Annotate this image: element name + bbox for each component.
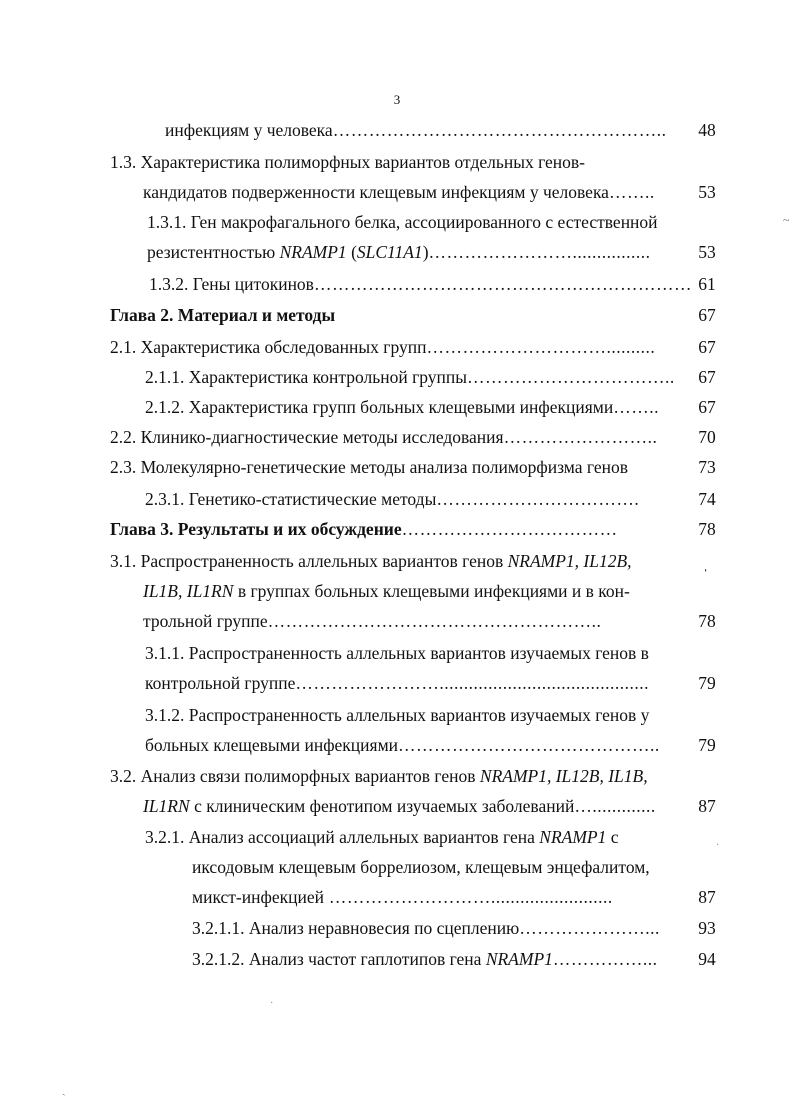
toc-chapter-3: Глава 3. Результаты и их обсуждение……………………………… <box>110 519 618 539</box>
toc-entry-2-2: 2.2. Клинико-диагностические методы исследования…………………….. <box>110 427 658 447</box>
gene-name: NRAMP1 <box>279 242 347 262</box>
toc-page-number: 73 <box>698 457 716 477</box>
toc-entry-2-3-1: 2.3.1. Генетико-статистические методы……………………………. <box>145 489 640 509</box>
toc-entry-3-2-1-1: 3.2.1.1. Анализ неравновесия по сцеплению…………………... <box>192 918 660 938</box>
toc-page-number: 79 <box>698 673 716 693</box>
toc-entry-1-3-1-cont: резистентностью NRAMP1 (SLC11A1)……………………................ <box>147 242 651 262</box>
toc-entry-text: 2.2. Клинико-диагностические методы исследования <box>110 427 504 447</box>
toc-entry-text: Глава 3. Результаты и их обсуждение <box>110 519 402 539</box>
toc-entry-text: инфекциям у человека <box>165 120 333 140</box>
toc-entry-3-1-1-cont: контрольной группе……………………........................................... <box>145 673 649 693</box>
toc-entry-3-1-cont2: трольной группе……………………………………………….. <box>143 611 602 631</box>
toc-entry-2-1-2: 2.1.2. Характеристика групп больных клещевыми инфекциями…….. <box>145 397 659 417</box>
toc-page-number: 78 <box>698 611 716 631</box>
toc-entry-text: 1.3.2. Гены цитокинов <box>149 274 314 294</box>
toc-entry-text: 2.3.1. Генетико-статистические методы <box>145 489 437 509</box>
gene-name: NRAMP1, IL12B, IL1B, <box>479 766 648 786</box>
toc-page-number: 67 <box>698 305 716 325</box>
toc-entry-1-3-2: 1.3.2. Гены цитокинов……………………………………………………… <box>149 274 692 294</box>
page-number: 3 <box>393 92 401 107</box>
toc-entry-text: больных клещевыми инфекциями <box>145 735 399 755</box>
toc-page-number: 93 <box>698 918 716 938</box>
scan-mark: ~ <box>783 213 790 227</box>
toc-entry-3-1: 3.1. Распространенность аллельных вариантов генов NRAMP1, IL12B, <box>110 551 632 571</box>
toc-entry-1-3: 1.3. Характеристика полиморфных вариантов отдельных генов- <box>110 152 585 172</box>
toc-page-number: 79 <box>698 735 716 755</box>
toc-entry-text: контрольной группе <box>145 673 296 693</box>
toc-entry-3-2-1-2: 3.2.1.2. Анализ частот гаплотипов гена NRAMP1……………... <box>192 949 658 969</box>
gene-name: IL1B, IL1RN <box>143 581 234 601</box>
scan-mark: · <box>716 840 720 851</box>
toc-entry-1-3-cont: кандидатов подверженности клещевым инфекциям у человека…….. <box>143 182 655 202</box>
toc-entry-2-1: 2.1. Характеристика обследованных групп………………………….......... <box>110 337 656 357</box>
toc-page-number: 53 <box>698 242 716 262</box>
scan-mark: · <box>270 998 274 1009</box>
toc-page-number: 70 <box>698 427 716 447</box>
toc-entry-text: кандидатов подверженности клещевым инфекциям у человека <box>143 182 609 202</box>
toc-entry-text: трольной группе <box>143 611 268 631</box>
toc-entry-2-3: 2.3. Молекулярно-генетические методы анализа полиморфизма генов <box>110 457 628 477</box>
toc-entry-3-2-1: 3.2.1. Анализ ассоциаций аллельных вариантов гена NRAMP1 с <box>145 827 619 847</box>
toc-entry-3-2-cont: IL1RN с клиническим фенотипом изучаемых заболеваний…............. <box>143 796 656 816</box>
toc-entry-text: 2.1. Характеристика обследованных групп <box>110 337 427 357</box>
toc-page-number: 94 <box>698 949 716 969</box>
toc-page-number: 87 <box>698 796 716 816</box>
toc-entry-3-1-cont: IL1B, IL1RN в группах больных клещевыми инфекциями и в кон- <box>143 581 630 601</box>
toc-page-number: 74 <box>698 489 716 509</box>
toc-entry-3-2-1-cont2: микст-инфекцией ………………………......................... <box>192 887 613 907</box>
toc-entry-2-1-1: 2.1.1. Характеристика контрольной группы…………………………….. <box>145 367 675 387</box>
gene-name: SLC11A1 <box>356 242 423 262</box>
toc-page-number: 67 <box>698 397 716 417</box>
toc-page-number: 87 <box>698 887 716 907</box>
toc-entry-3-1-2-cont: больных клещевыми инфекциями…………………………………….. <box>145 735 660 755</box>
toc-chapter-2: Глава 2. Материал и методы <box>110 305 336 325</box>
scan-mark: ˌ <box>703 555 709 572</box>
toc-page-number: 48 <box>698 120 716 140</box>
gene-name: NRAMP1 <box>485 949 553 969</box>
toc-entry-text: 2.1.2. Характеристика групп больных клещевыми инфекциями <box>145 397 614 417</box>
toc-page-number: 53 <box>698 182 716 202</box>
toc-entry-3-1-1: 3.1.1. Распространенность аллельных вариантов изучаемых генов в <box>145 643 649 663</box>
toc-entry-text: 2.1.1. Характеристика контрольной группы <box>145 367 467 387</box>
toc-page-number: 67 <box>698 367 716 387</box>
toc-entry-3-1-2: 3.1.2. Распространенность аллельных вариантов изучаемых генов у <box>145 705 650 725</box>
toc-entry-3-2-1-cont: иксодовым клещевым боррелиозом, клещевым энцефалитом, <box>192 857 650 877</box>
toc-entry-continuation: инфекциям у человека……………………………………………….. <box>165 120 667 140</box>
toc-page-number: 67 <box>698 337 716 357</box>
gene-name: NRAMP1 <box>539 827 607 847</box>
toc-entry-1-3-1: 1.3.1. Ген макрофагального белка, ассоциированного с естественной <box>147 212 658 232</box>
toc-entry-3-2: 3.2. Анализ связи полиморфных вариантов генов NRAMP1, IL12B, IL1B, <box>110 766 648 786</box>
toc-page-number: 61 <box>698 274 716 294</box>
toc-entry-text: 3.2.1.1. Анализ неравновесия по сцеплению <box>192 918 520 938</box>
gene-name: IL1RN <box>143 796 190 816</box>
scan-mark: ˏ <box>62 1084 66 1096</box>
gene-name: NRAMP1, IL12B, <box>507 551 632 571</box>
toc-page-number: 78 <box>698 519 716 539</box>
toc-entry-text: микст-инфекцией <box>192 887 324 907</box>
